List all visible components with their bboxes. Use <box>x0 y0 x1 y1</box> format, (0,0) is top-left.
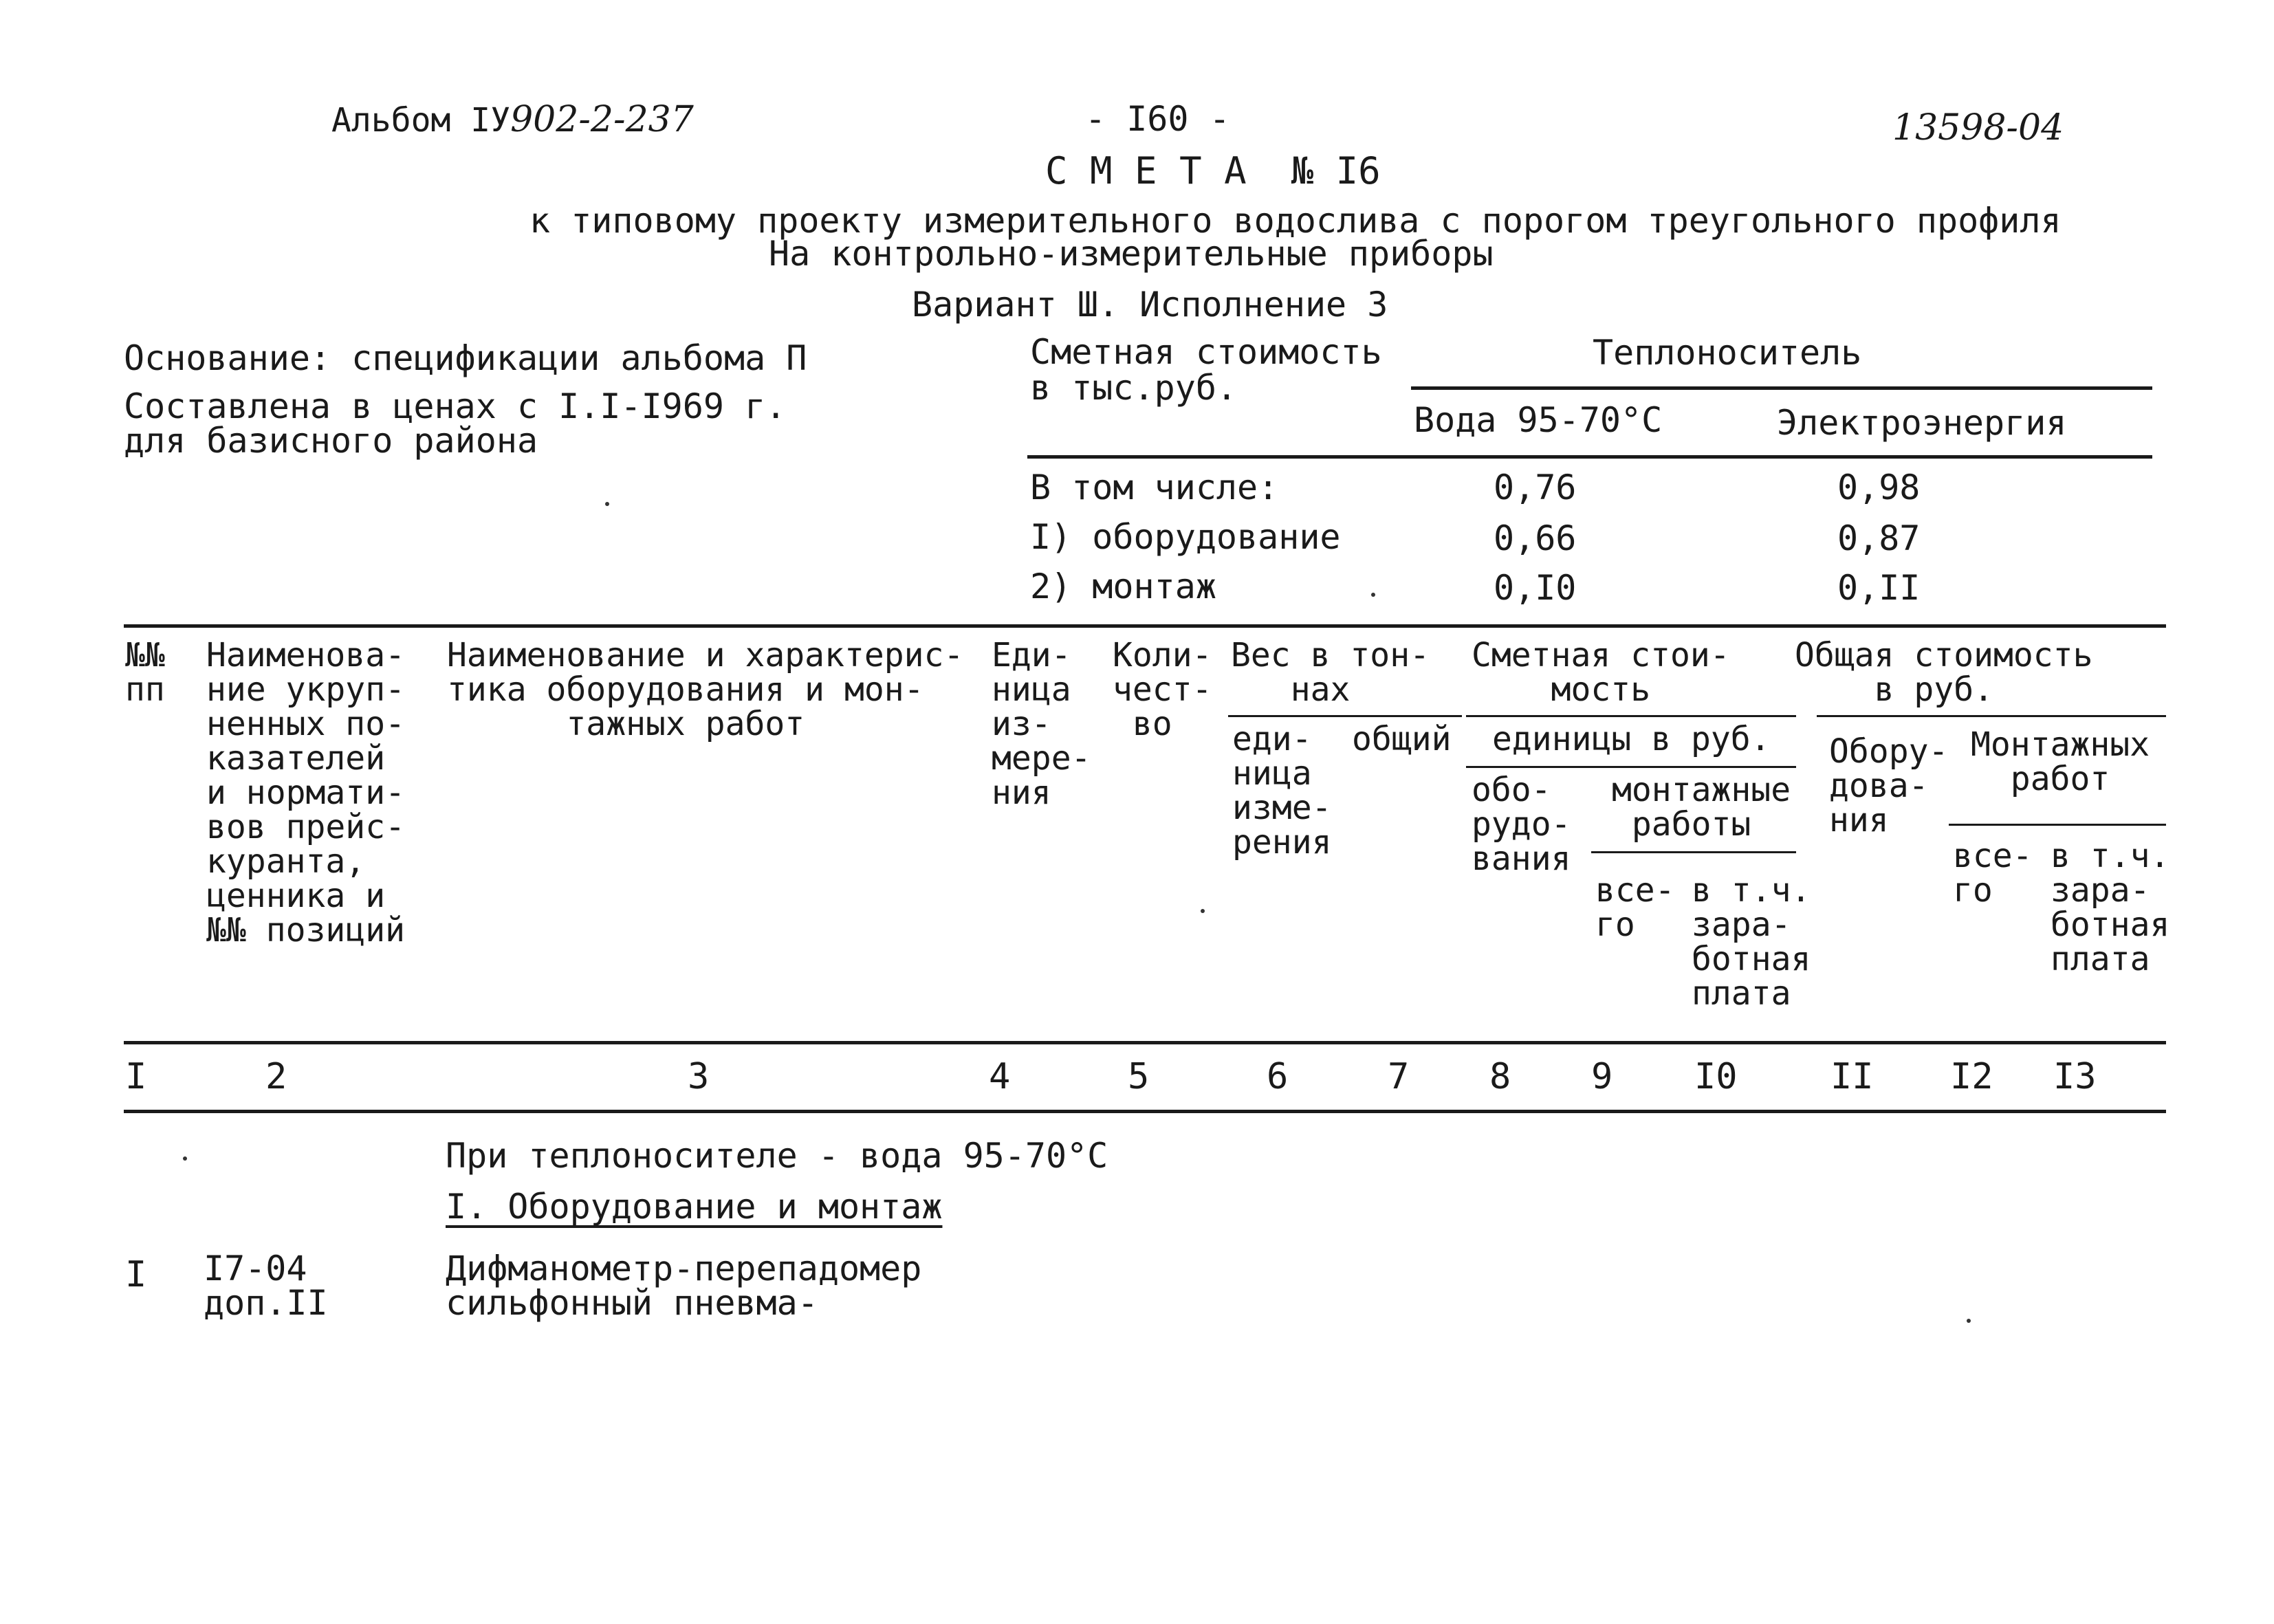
col-6-7-rule <box>1228 715 1462 717</box>
album-label <box>331 99 694 140</box>
col-8-10-rule <box>1466 715 1796 717</box>
column-number: 7 <box>1388 1056 1410 1097</box>
col-1-header: №№ пп <box>125 636 165 709</box>
row-code: I7-04 доп.II <box>204 1249 328 1323</box>
cost-row-total-label: В том числе: <box>1030 468 1279 507</box>
column-number: 4 <box>989 1056 1011 1097</box>
column-number: 2 <box>265 1056 287 1097</box>
cost-rule-1 <box>1411 386 2152 390</box>
subsection-title: I. Оборудование и монтаж <box>446 1187 943 1227</box>
column-numbers-rule <box>124 1110 2166 1113</box>
cost-row-install-electric: 0,II <box>1837 568 1921 608</box>
column-number: 9 <box>1591 1056 1613 1097</box>
col-9-header: все- го <box>1595 871 1675 944</box>
row-name: Дифманометр-перепадомер сильфонный пневма- <box>446 1249 922 1323</box>
col-10-header: в т.ч. зара- ботная плата <box>1692 871 1811 1013</box>
col-7-header: общий <box>1352 720 1452 758</box>
scan-speck <box>1371 593 1375 597</box>
cost-row-total-water: 0,76 <box>1494 468 1577 507</box>
scan-speck <box>605 502 609 506</box>
col-5-header: Коли- чест- во <box>1113 636 1212 743</box>
column-number: I <box>125 1056 147 1097</box>
scan-speck <box>1201 909 1205 913</box>
column-number: II <box>1830 1056 1874 1097</box>
cost-row-install-water: 0,I0 <box>1494 568 1577 608</box>
col-8-10-sub-rule <box>1466 766 1796 768</box>
column-number: 6 <box>1267 1056 1289 1097</box>
cost-row-equipment-label: I) оборудование <box>1030 517 1341 557</box>
col-12-13-rule <box>1949 824 2166 826</box>
cost-rule-2 <box>1027 455 2152 459</box>
col-11-header: Обору- дова- ния <box>1829 732 1949 840</box>
col-11-13-header: Общая стоимость в руб. <box>1795 636 2093 709</box>
heat-carrier-header: Теплоноситель <box>1593 333 1862 373</box>
column-number: 5 <box>1128 1056 1150 1097</box>
cost-row-equipment-water: 0,66 <box>1494 518 1577 558</box>
col-13-header: в т.ч. зара- ботная плата <box>2051 837 2170 978</box>
cost-row-install-label: 2) монтаж <box>1030 567 1216 606</box>
prices-line-1: Составлена в ценах с I.I-I969 г. <box>124 386 787 426</box>
column-number: 3 <box>688 1056 710 1097</box>
col-6-7-header: Вес в тон- нах <box>1231 636 1430 709</box>
page-number: - I60 - <box>1085 99 1230 139</box>
col-9-10-rule <box>1591 851 1796 853</box>
basis-line: Основание: спецификации альбома П <box>124 338 807 378</box>
col-12-header: все- го <box>1953 837 2033 910</box>
row-number: I <box>125 1254 147 1295</box>
col-6-header: еди- ница изме- рения <box>1232 720 1332 862</box>
col-2-header: Наименова- ние укруп- ненных по- казателей и нормати- вов прейс- куранта, ценника и №№ позиций <box>206 636 405 950</box>
scan-speck <box>1967 1319 1971 1323</box>
column-number: I3 <box>2053 1056 2097 1097</box>
col-3-header: Наименование и характерис- тика оборудования и мон- тажных работ <box>447 636 964 743</box>
col-8-10-sub-header: единицы в руб. <box>1492 720 1771 758</box>
title-line-1: к типовому проекту измерительного водослива с порогом треугольного профиля <box>529 201 2062 241</box>
cost-row-equipment-electric: 0,87 <box>1837 518 1921 558</box>
col-4-header: Еди- ница из- мере- ния <box>992 636 1091 812</box>
scan-speck <box>183 1156 187 1161</box>
header-bottom-rule <box>124 1041 2166 1044</box>
cost-col-electric: Электроэнергия <box>1777 403 2067 443</box>
cost-label: Сметная стоимость в тыс.руб. <box>1030 332 1382 408</box>
column-number: 8 <box>1489 1056 1511 1097</box>
table-top-rule <box>124 624 2166 628</box>
album-printed: Альбом ІУ <box>331 101 511 140</box>
document-title: С М Е Т А № I6 <box>1045 149 1381 193</box>
col-9-10-header: монтажные работы <box>1612 771 1791 844</box>
col-8-10-header: Сметная стои- мость <box>1472 636 1730 709</box>
album-handwritten-number: 902-2-237 <box>510 99 694 140</box>
cost-col-water: Вода 95-70°С <box>1414 400 1663 440</box>
title-line-2: На контрольно-измерительные приборы <box>769 234 1494 274</box>
prices-line-2: для базисного района <box>124 421 538 461</box>
column-number: I2 <box>1950 1056 1993 1097</box>
cost-row-total-electric: 0,98 <box>1837 468 1921 507</box>
col-8-header: обо- рудо- вания <box>1472 771 1571 878</box>
col-11-13-rule <box>1817 715 2166 717</box>
section-title: При теплоносителе - вода 95-70°С <box>446 1136 1108 1176</box>
document-code: 13598-04 <box>1892 107 2064 149</box>
column-number: I0 <box>1694 1056 1738 1097</box>
col-12-13-header: Монтажных работ <box>1971 725 2150 798</box>
variant-line: Вариант Ш. Исполнение 3 <box>912 285 1388 325</box>
